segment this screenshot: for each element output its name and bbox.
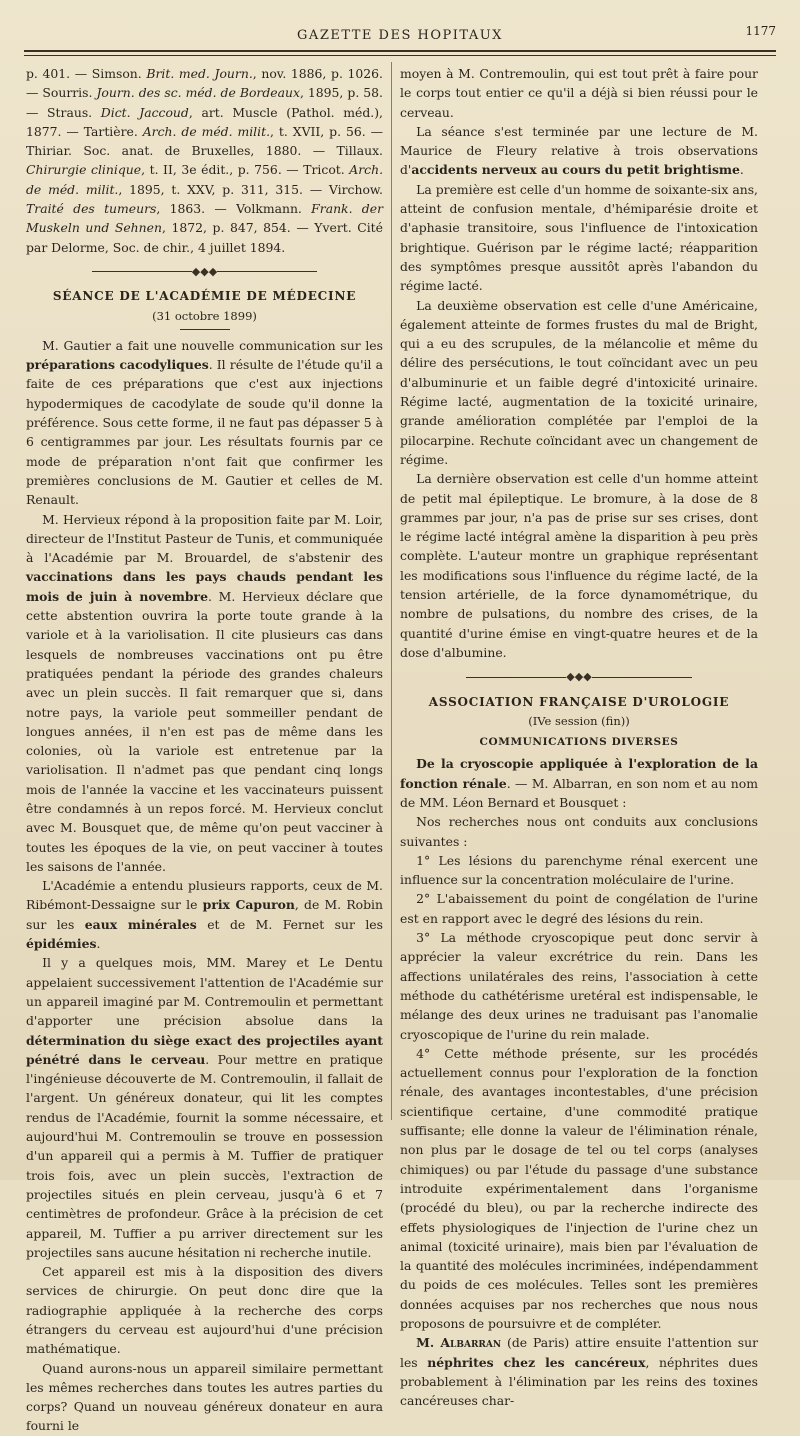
paragraph-observation-3: La dernière observation est celle d'un homme atteint de petit mal épileptique. Le bromure, à la dose de 8 grammes par jour, n'a pas de prise sur ses crises, dont le régime lacté intégral amène la disparition à peu près complète. L'auteur montre un graphique représentant les modifications sous l'influence du régime lacté, de la tension artérielle, de la force dynamométrique, du nombre de pulsations, du nombre des crises, de la quantité d'urine émise en vingt-quatre heures et de la dose d'albumine. [400,471,758,660]
section-title-academie: SÉANCE DE L'ACADÉMIE DE MÉDECINE [52,289,357,304]
paragraph-observation-1: La première est celle d'un homme de soixante-six ans, atteint de confusion mentale, d'hémiparésie droite et d'aphasie transitoire, sous l'influence de l'intoxication brightique. Guérison par le régime lacté; réapparition des symptômes presque aussitôt après l'abandon du régime lacté. [400,181,758,294]
short-rule [180,329,230,330]
left-column [26,64,383,1436]
section-date: (31 octobre 1899) [152,308,257,323]
conclusion-4: 4° Cette méthode présente, sur les procédés actuellement connus pour l'exploration de la fonction rénale, des avantages incontestables, d'une précision scientifique certaine, d'une commodité pratique suffisante; elle donne la valeur de l'élimination rénale, non plus par le dosage de tel ou tel corps (analyses chimiques) ou par l'étude du passage d'une substance introduite expérimentalement dans l'organisme (procédé du bleu), ou par la recherche indirecte des effets physiologiques de l'injection de l'urine chez un animal (toxicité urinaire), mais bien par l'évaluation de la quantité des molécules incriminées, indépendamment du poids de ces molécules. Telles sont les premières données acquises par nos recherches que nous nous proposons de poursuivre et de compléter. [400,1045,758,1331]
conclusion-2: 2° L'abaissement du point de congélation de l'urine est en rapport avec le degré des lésions du rein. [400,891,758,926]
paragraph-appareil: Cet appareil est mis à la disposition des divers services de chirurgie. On peut donc dire que la radiographie appliquée à la recherche des corps étrangers du cerveau est aujourd'hui d'une précision mathématique. [26,1264,383,1357]
page-header [24,24,776,46]
ornament-divider: ◆◆◆ [400,667,758,686]
right-column [400,64,758,1410]
bibliography-references: p. 401. — Simson. Brit. med. Journ., nov. 1886, p. 1026. — Sourris. Journ. des sc. méd. de Bordeaux, 1895, p. 58. — Straus. Dict. Jaccoud, art. Muscle (Pathol. méd.), 1877. — Tartière. Arch. de méd. milit., t. XVII, p. 56. — Thiriar. Soc. anat. de Bruxelles, 1880. — Tillaux. Chirurgie clinique, t. II, 3e édit., p. 756. — Tricot. Arch. de méd. milit., 1895, t. XXV, p. 311, 315. — Virchow. Traité des tumeurs, 1863. — Volkmann. Frank. der Muskeln und Sehnen, 1872, p. 847, 854. — Yvert. Cité par Delorme, Soc. de chir., 4 juillet 1894. [26,66,384,255]
section-title-urologie: ASSOCIATION FRANÇAISE D'UROLOGIE [428,694,730,709]
paragraph-contremoulin: Il y a quelques mois, MM. Marey et Le Dentu appelaient successivement l'attention de l'Académie sur un appareil imaginé par M. Contremoulin et permettant d'apporter une précision absolue dans la détermination du siège exact des projectiles ayant pénétré dans le cerveau. Pour mettre en pratique l'ingénieuse découverte de M. Contremoulin, il fallait de l'argent. Un généreux donateur, qui lit les comptes rendus de l'Académie, fournit la somme nécessaire, et aujourd'hui M. Contremoulin se trouve en possession d'un appareil qui a permis à M. Tuffier de pratiquer trois fois, avec un plein succès, l'extraction de projectiles situés en plein cerveau, jusqu'à 6 et 7 centimètres de profondeur. Grâce à la précision de cet appareil, M. Tuffier a pu arriver directement sur les projectiles sans aucune hésitation ni recherche inutile. [26,955,383,1260]
conclusion-3: 3° La méthode cryoscopique peut donc servir à apprécier la valeur excrétrice du rein. Dans les affections unilatérales des reins, l'association à cette méthode du cathétérisme uretéral est indispensable, le mélange des deux urines ne traduisant pas l'anomalie cryoscopique de l'urine du rein malade. [400,930,758,1042]
paragraph-conclusions-intro: Nos recherches nous ont conduits aux conclusions suivantes : [400,814,758,849]
header-rule-thin [24,55,776,56]
ornament-divider: ◆◆◆ [26,262,383,281]
running-title: GAZETTE DES HOPITAUX [297,28,503,43]
paragraph-albarran: M. Albarran (de Paris) attire ensuite l'attention sur les néphrites chez les cancéreux, néphrites dues probablement à l'élimination par les reins des toxines cancéreuses char- [400,1335,759,1409]
section-session: (IVe session (fin)) [528,713,630,728]
paragraph-hervieux: M. Hervieux répond à la proposition faite par M. Loir, directeur de l'Institut Pasteur de Tunis, et communiquée à l'Académie par M. Brouardel, de s'abstenir des vaccinations dans les pays chauds pendant les mois de juin à novembre. M. Hervieux déclare que cette abstention ouvrira la porte toute grande à la variole et à la variolisation. Il cite plusieurs cas dans lesquels de nombreuses vaccinations ont pu être pratiquées pendant la période des grandes chaleurs avec un plein succès. Il fait remarquer que si, dans notre pays, la variole peut sommeiller pendant de longues années, il n'en est pas de même dans les colonies, où la variole est entretenue par la variolisation. Il n'admet pas que pendant cinq longs mois de l'année la vaccine et les vaccinateurs puissent être condamnés à un repos forcé. M. Hervieux conclut avec M. Bousquet que, de même qu'on peut vacciner à toutes les époques de la vie, on peut vacciner à toutes les saisons de l'année. [26,511,383,874]
conclusion-1: 1° Les lésions du parenchyme rénal exercent une influence sur la concentration moléculaire de l'urine. [400,852,758,888]
paragraph-question: Quand aurons-nous un appareil similaire permettant les mêmes recherches dans toutes les autres parties du corps? Quand un nouveau généreux donateur en aura fourni le [26,1360,383,1434]
paragraph-gautier: M. Gautier a fait une nouvelle communication sur les préparations cacodyliques. Il résulte de l'étude qu'il a faite de ces préparations que c'est aux injections hypodermiques de cacodylate de soude qu'il donne la préférence. Sous cette forme, il ne faut pas dépasser 5 à 6 centigrammes par jour. Les résultats fournis par ce mode de préparation n'ont fait que confirmer les premières conclusions de M. Gautier et celles de M. Renault. [26,337,383,508]
paragraph-observation-2: La deuxième observation est celle d'une Américaine, également atteinte de formes frustes du mal de Bright, qui a eu des scrupules, de la mélancolie et même du délire des persécutions, le tout coïncidant avec un peu d'albuminurie et un faible degré d'intoxicité urinaire. Régime lacté, augmentation de la toxicité urinaire, grande amélioration complétée par l'emploi de la pilocarpine. Rechute coïncidant avec un changement de régime. [400,297,758,467]
header-rule [24,50,776,52]
subheading-communications: COMMUNICATIONS DIVERSES [479,736,679,749]
column-divider [391,62,392,1120]
paragraph-rapports: L'Académie a entendu plusieurs rapports, ceux de M. Ribémont-Dessaigne sur le prix Capuron, de M. Robin sur les eaux minérales et de M. Fernet sur les épidémies. [26,878,383,952]
paragraph-continuation: moyen à M. Contremoulin, qui est tout prêt à faire pour le corps tout entier ce qu'il a déjà si bien réussi pour le cerveau. [400,66,758,120]
paragraph-cryoscopie-title: De la cryoscopie appliquée à l'exploration de la fonction rénale. — M. Albarran, en son nom et au nom de MM. Léon Bernard et Bousquet : [400,756,758,810]
paragraph-fleury: La séance s'est terminée par une lecture de M. Maurice de Fleury relative à trois observations d'accidents nerveux au cours du petit brightisme. [400,123,758,178]
page-number: 1177 [745,24,776,38]
